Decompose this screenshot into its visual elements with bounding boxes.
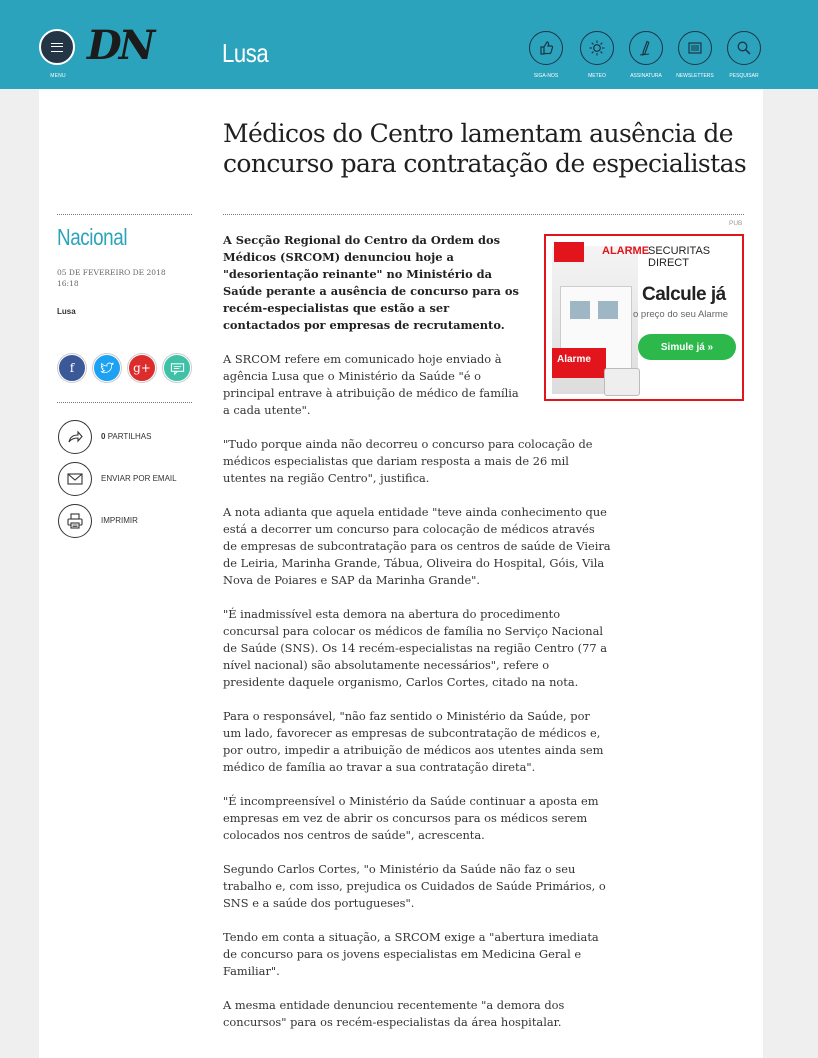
comments-icon (170, 361, 185, 376)
site-logo[interactable]: DN (87, 22, 153, 69)
printer-icon (66, 512, 84, 530)
article-lead: A Secção Regional do Centro da Ordem dos Médicos (SRCOM) denunciou hoje a "desorientação reinante" no Ministério da Saúde perante a ausência de concurso para os recém-especialistas que estão a ser contactados por empresas de recrutamento. (223, 233, 519, 332)
thumbs-up-icon[interactable] (529, 31, 563, 65)
facebook-share-button[interactable] (58, 354, 86, 382)
article-paragraph: "Tudo porque ainda não decorreu o concurso para colocação de médicos especialistas que dariam resposta a mais de 26 mil utentes na região Centro", justifica. (223, 437, 593, 485)
print-label[interactable]: IMPRIMIR (101, 516, 138, 525)
ad-pub-label: PUB (729, 220, 743, 227)
article-paragraph: A nota adianta que aquela entidade "teve ainda conhecimento que está a decorrer um concurso para colocação de médicos através de empresas de subcontratação para os centros de saúde de Vieira de Leiria, Marinha Grande, Tábua, Oliveira do Hospital, Góis, Vila Nova de Poiares e SAP da Marinha Grande". (223, 505, 611, 587)
menu-button[interactable] (39, 29, 75, 65)
menu-label: MENU (50, 73, 66, 79)
article-section[interactable]: Nacional (57, 224, 128, 250)
newsletters-label: NEWSLETTERS (676, 73, 714, 79)
site-header (0, 0, 818, 89)
share-count-label: PARTILHAS (107, 432, 152, 441)
divider (223, 214, 744, 215)
twitter-share-button[interactable] (93, 354, 121, 382)
article-paragraph: "É incompreensível o Ministério da Saúde continuar a aposta em empresas em vez de abrir os concursos para os médicos serem colocados nos centros de saúde", acrescenta. (223, 794, 599, 842)
assinatura-label: ASSINATURA (630, 73, 662, 79)
siga-nos-label: SIGA-NOS (533, 73, 559, 79)
share-arrow-icon (66, 428, 84, 446)
article-paragraph: Segundo Carlos Cortes, "o Ministério da Saúde não faz o seu trabalho e, com isso, prejudica os Cuidados de Saúde Primários, o SNS e a saúde dos portugueses". (223, 862, 606, 910)
comments-button[interactable] (163, 354, 191, 382)
pen-icon[interactable] (629, 31, 663, 65)
ad-company: SECURITAS DIRECT (648, 245, 711, 269)
article-author[interactable]: Lusa (57, 307, 76, 316)
article-headline: Médicos do Centro lamentam ausência de concurso para contratação de especialistas (223, 119, 747, 178)
ad-subline: o preço do seu Alarme (633, 309, 729, 320)
article-body (223, 232, 611, 1048)
envelope-icon (66, 470, 84, 488)
share-count (101, 432, 151, 441)
twitter-icon (100, 361, 114, 375)
divider (57, 214, 192, 215)
pesquisar-label: PESQUISAR (729, 73, 759, 79)
ad-brand-word: ALARME (602, 245, 650, 257)
article-date-text: 05 DE FEVEREIRO DE 2018 (57, 268, 166, 277)
ad-headline: Calcule já (642, 284, 726, 305)
article-date (57, 267, 166, 289)
share-count-number: 0 (101, 432, 106, 441)
google-plus-share-button[interactable] (128, 354, 156, 382)
search-icon[interactable] (727, 31, 761, 65)
article-paragraph: A mesma entidade denunciou recentemente "a demora dos concursos" para os recém-especialistas da área hospitalar. (223, 998, 565, 1029)
hamburger-icon (51, 43, 63, 52)
newspaper-icon[interactable] (678, 31, 712, 65)
article-time-text: 16:18 (57, 279, 79, 288)
print-button[interactable] (58, 504, 92, 538)
article-paragraph: A SRCOM refere em comunicado hoje enviado à agência Lusa que o Ministério da Saúde "é o principal entrave à atribuição de médico de família a cada utente". (223, 352, 519, 417)
article-paragraph: Tendo em conta a situação, a SRCOM exige a "abertura imediata de concurso para os jovens especialistas em Medicina Geral e Familiar". (223, 930, 599, 978)
facebook-icon: f (69, 361, 75, 375)
google-plus-icon: g+ (133, 361, 151, 375)
header-section-title[interactable]: Lusa (222, 38, 269, 68)
ad-cta-button[interactable]: Simule já » (638, 334, 736, 360)
share-action-button[interactable] (58, 420, 92, 454)
email-label[interactable]: ENVIAR POR EMAIL (101, 474, 177, 483)
meteo-label: METEO (588, 73, 606, 79)
article-paragraph: "É inadmissível esta demora na abertura do procedimento concursal para colocar os médicos de família no Serviço Nacional de Saúde (SNS). Os 14 recém-especialistas na região Centro (77 a nível nacional) são absolutamente necessários", refere o presidente daquele organismo, Carlos Cortes, citado na nota. (223, 607, 607, 689)
article-paragraph: Para o responsável, "não faz sentido o Ministério da Saúde, por um lado, favorecer as empresas de subcontratação de médicos e, por outro, impedir a atribuição de médicos aos utentes ainda sem médico de família ao travar a sua contratação direta". (223, 709, 604, 774)
ad-tile-text: Alarme (557, 354, 591, 365)
email-button[interactable] (58, 462, 92, 496)
sun-icon[interactable] (580, 31, 614, 65)
divider (57, 402, 192, 403)
